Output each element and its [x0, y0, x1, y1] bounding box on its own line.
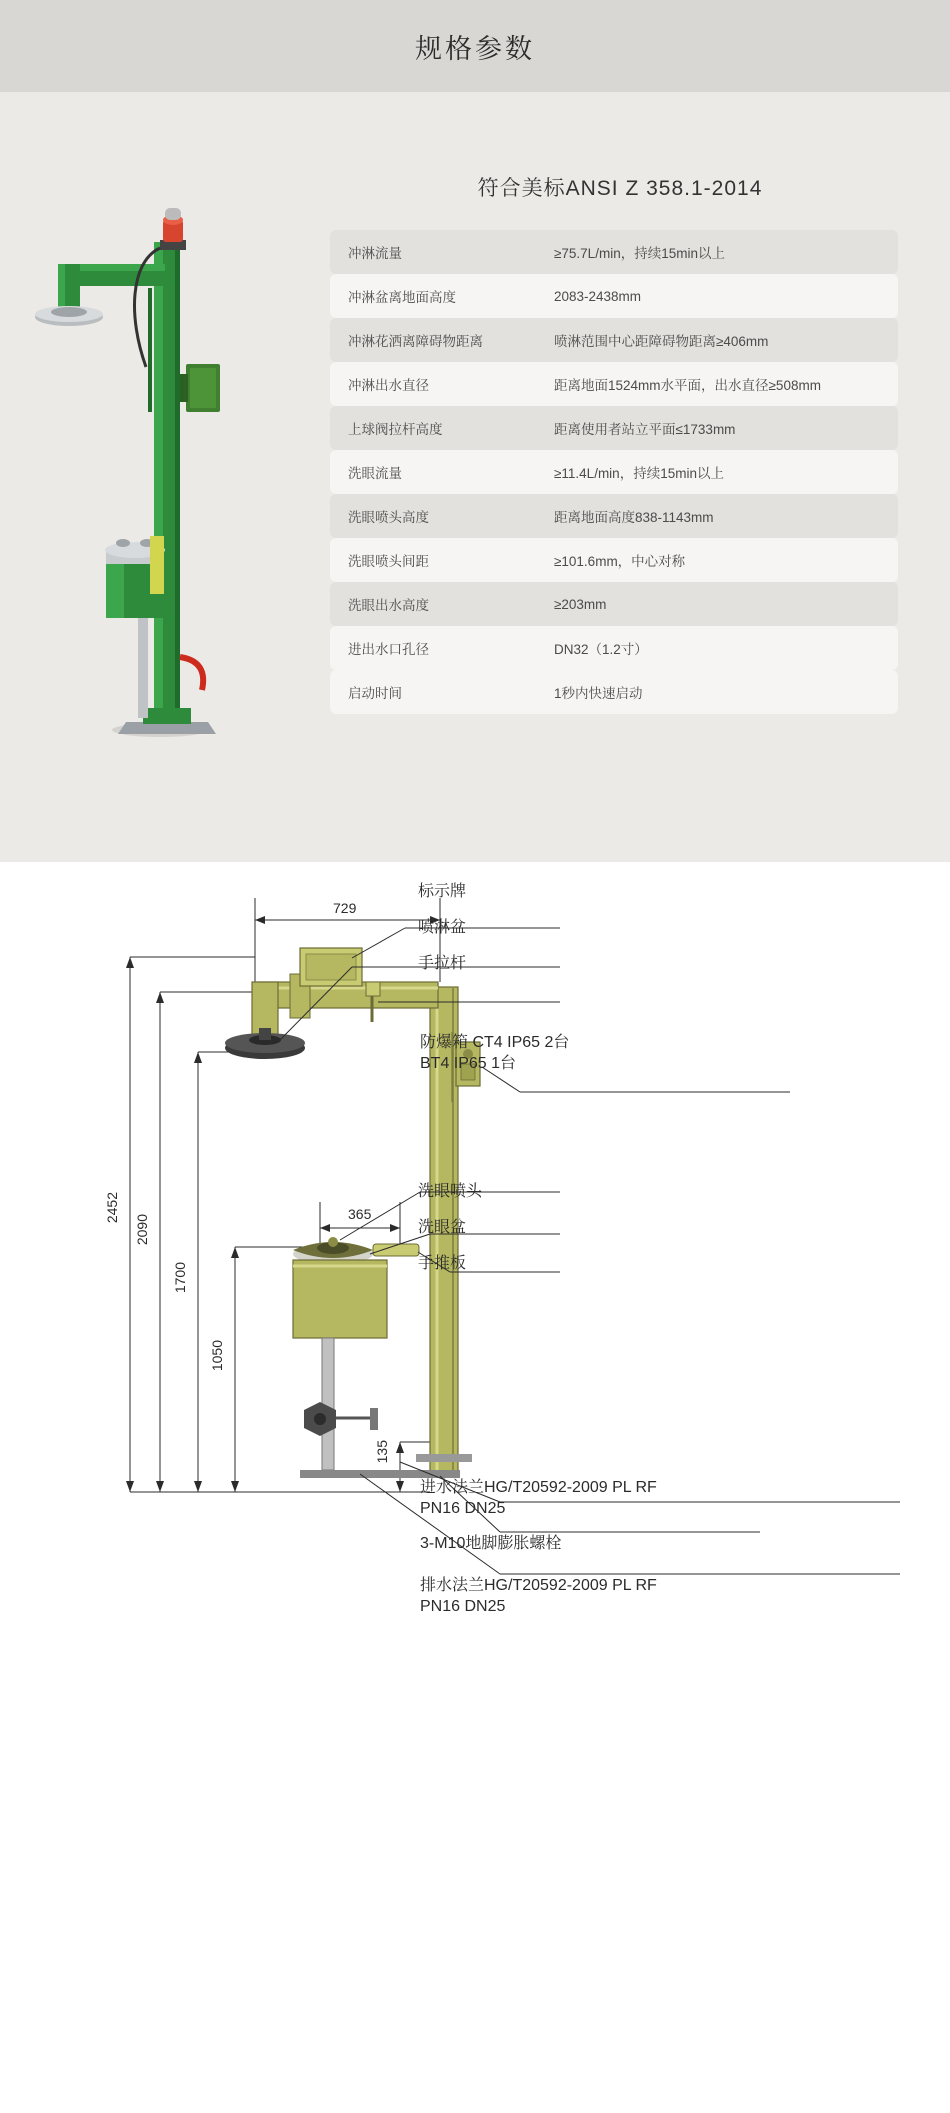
table-row: [330, 582, 898, 626]
callout-outlet-flange-1: 排水法兰HG/T20592-2009 PL RF: [420, 1577, 657, 1594]
spec-label: 启动时间: [330, 670, 536, 714]
dimension-eyewash-height: 1050: [209, 1340, 225, 1372]
spec-label: 上球阀拉杆高度: [330, 406, 536, 450]
dimension-base-height: 135: [374, 1440, 390, 1464]
spec-value: 2083-2438mm: [536, 274, 898, 318]
callout-pull-rod: 手拉杆: [418, 955, 467, 972]
spec-label: 洗眼出水高度: [330, 582, 536, 626]
callout-sign: 标示牌: [418, 883, 467, 900]
spec-label: 洗眼喷头高度: [330, 494, 536, 538]
spec-value: 距离使用者站立平面≤1733mm: [536, 406, 898, 450]
spec-label: 冲淋流量: [330, 230, 536, 274]
spec-value: ≥75.7L/min，持续15min以上: [536, 230, 898, 274]
dimension-total-height: 2452: [104, 1192, 120, 1224]
dimension-eyewash-offset: 365: [348, 1206, 372, 1222]
callout-anchor-bolt: 3-M10地脚膨胀螺栓: [420, 1535, 562, 1552]
callout-push-plate: 手推板: [418, 1255, 467, 1272]
spec-label: 冲淋盆离地面高度: [330, 274, 536, 318]
dimension-shower-height: 2090: [134, 1214, 150, 1246]
callout-explosion-box-2: BT4 IP65 1台: [420, 1055, 517, 1072]
callout-shower-bowl: 喷淋盆: [418, 919, 467, 936]
table-row: [330, 230, 898, 274]
callout-eyewash-bowl: 洗眼盆: [418, 1219, 467, 1236]
spec-value: 距离地面1524mm水平面，出水直径≥508mm: [536, 362, 898, 406]
spec-panel: [330, 172, 910, 714]
spec-value: 1秒内快速启动: [536, 670, 898, 714]
table-row: [330, 274, 898, 318]
technical-drawing-section: [0, 862, 950, 2113]
callout-eyewash-head: 洗眼喷头: [418, 1183, 483, 1200]
product-photo: [10, 112, 310, 852]
product-overview-section: [0, 92, 950, 862]
callout-inlet-flange-1: 进水法兰HG/T20592-2009 PL RF: [420, 1479, 657, 1496]
callout-outlet-flange-2: PN16 DN25: [420, 1598, 506, 1615]
table-row: [330, 318, 898, 362]
spec-label: 冲淋花洒离障碍物距离: [330, 318, 536, 362]
spec-table: [330, 230, 898, 714]
table-row: [330, 450, 898, 494]
table-row: [330, 670, 898, 714]
spec-value: 喷淋范围中心距障碍物距离≥406mm: [536, 318, 898, 362]
spec-label: 洗眼流量: [330, 450, 536, 494]
spec-value: ≥101.6mm，中心对称: [536, 538, 898, 582]
page-header: [0, 0, 950, 92]
spec-value: ≥11.4L/min，持续15min以上: [536, 450, 898, 494]
spec-value: DN32（1.2寸）: [536, 626, 898, 670]
table-row: [330, 406, 898, 450]
spec-heading: 符合美标ANSI Z 358.1-2014: [477, 177, 763, 200]
callout-inlet-flange-2: PN16 DN25: [420, 1500, 506, 1517]
product-photo-svg: [10, 112, 310, 852]
spec-value: ≥203mm: [536, 582, 898, 626]
spec-label: 进出水口孔径: [330, 626, 536, 670]
table-row: [330, 538, 898, 582]
spec-label: 洗眼喷头间距: [330, 538, 536, 582]
table-row: [330, 626, 898, 670]
dimension-width-top: 729: [333, 900, 357, 916]
callout-explosion-box-1: 防爆箱 CT4 IP65 2台: [420, 1034, 570, 1051]
spec-label: 冲淋出水直径: [330, 362, 536, 406]
spec-value: 距离地面高度838-1143mm: [536, 494, 898, 538]
page-title: 规格参数: [415, 33, 535, 64]
table-row: [330, 362, 898, 406]
dimension-pull-rod-height: 1700: [172, 1262, 188, 1294]
table-row: [330, 494, 898, 538]
